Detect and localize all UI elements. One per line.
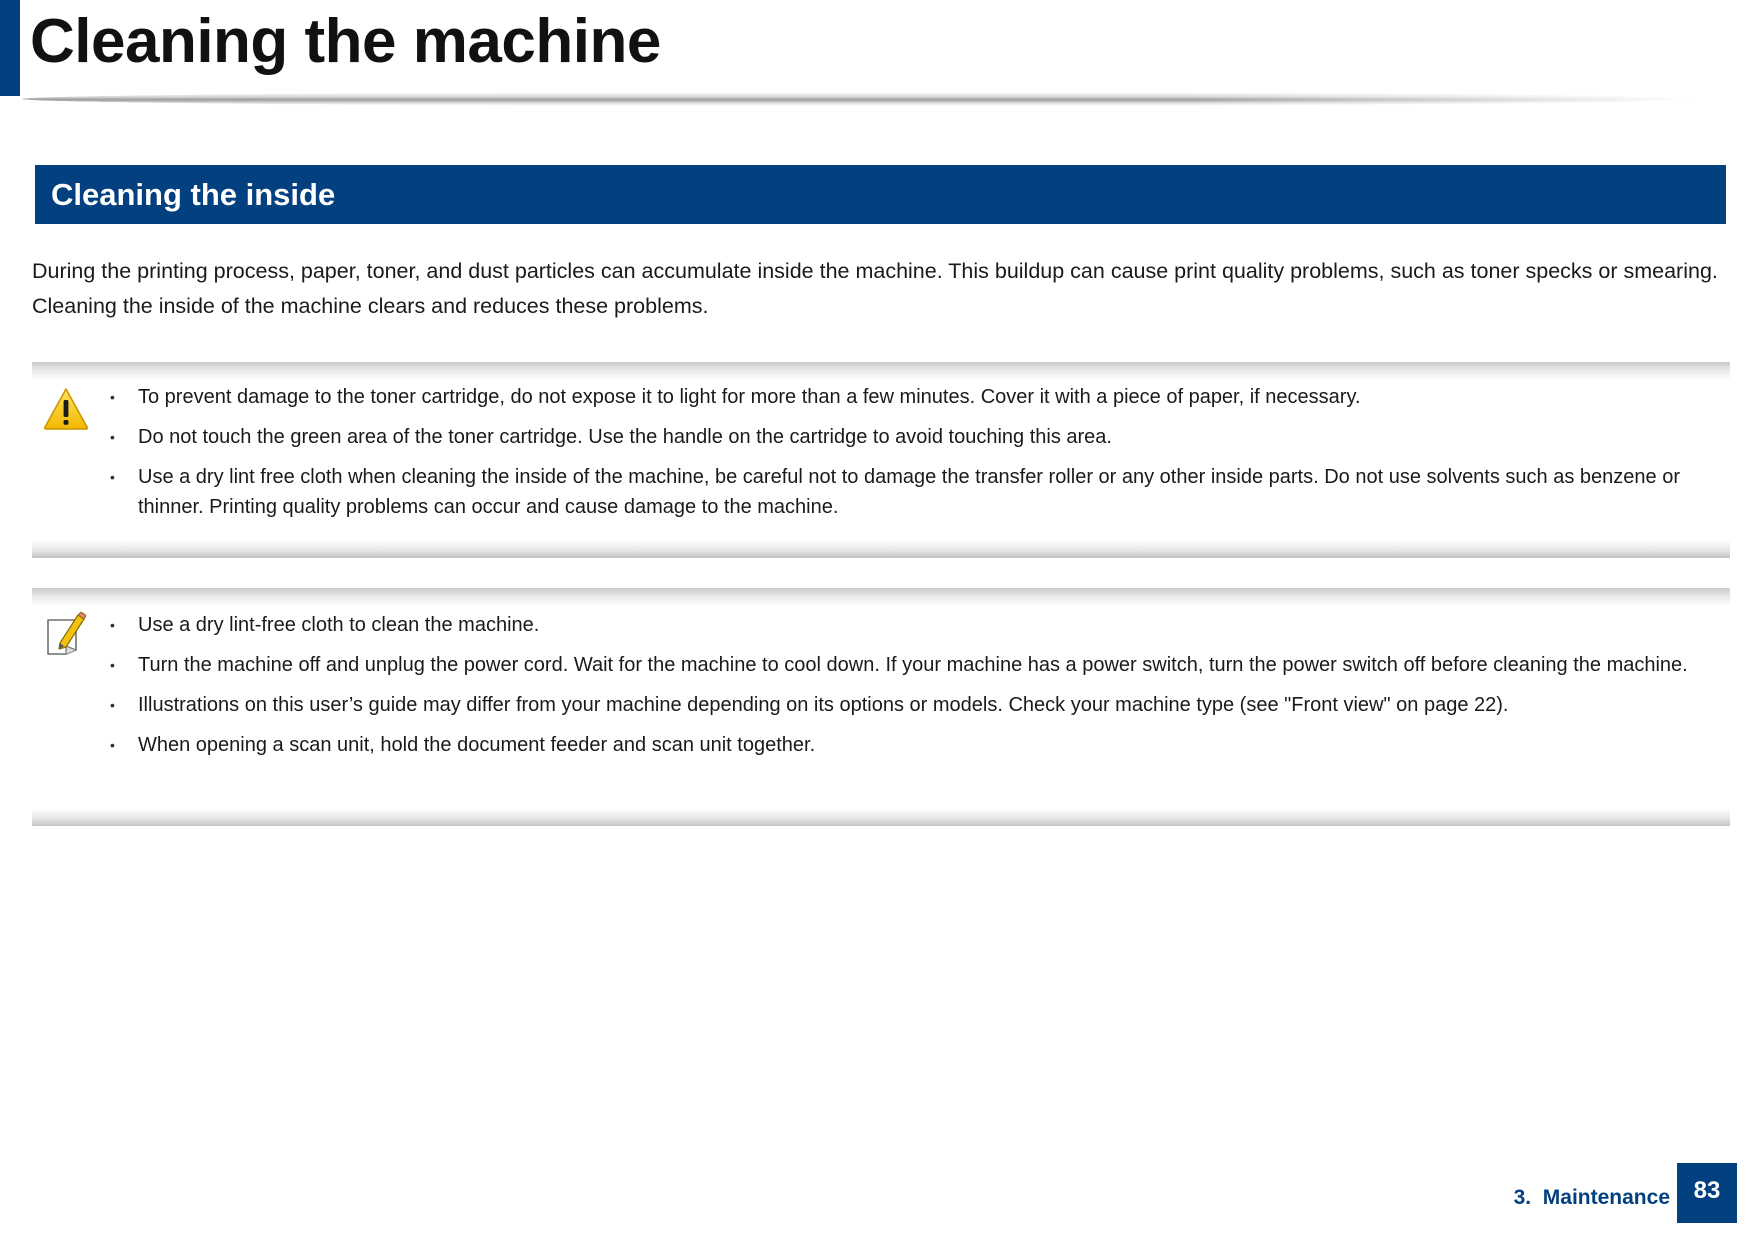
page-number: 83 (1677, 1163, 1737, 1223)
note-item: • Use a dry lint-free cloth to clean the machine. (108, 610, 1726, 640)
warning-list (108, 382, 1726, 532)
note-box-top-bar (32, 588, 1730, 606)
intro-paragraph: During the printing process, paper, toner, and dust particles can accumulate inside the machine. This buildup can cause print quality problems, such as toner specks or smearing. Cleaning the inside of the machine clears and reduces these problems. (32, 259, 1718, 318)
warning-box-top-bar (32, 362, 1730, 380)
note-item: • Turn the machine off and unplug the power cord. Wait for the machine to cool down. If your machine has a power switch, turn the power switch off before cleaning the machine. (108, 650, 1726, 680)
warning-item: • Use a dry lint free cloth when cleaning the inside of the machine, be careful not to damage the transfer roller or any other inside parts. Do not use solvents such as benzene or thinner. Printing quality problems can occur and cause damage to the machine. (108, 462, 1726, 522)
section-title: Cleaning the inside (51, 177, 336, 212)
note-list (108, 610, 1726, 770)
title-underline (22, 92, 1692, 106)
warning-item: • Do not touch the green area of the toner cartridge. Use the handle on the cartridge to avoid touching this area. (108, 422, 1726, 452)
note-box-bottom-bar (32, 808, 1730, 826)
warning-box (32, 362, 1730, 558)
page-title: Cleaning the machine (30, 7, 661, 76)
chapter-label: 3. Maintenance (1513, 1186, 1670, 1209)
note-pencil-icon (42, 610, 90, 658)
warning-item: • To prevent damage to the toner cartridge, do not expose it to light for more than a few minutes. Cover it with a piece of paper, if necessary. (108, 382, 1726, 412)
warning-box-bottom-bar (32, 540, 1730, 558)
caution-triangle-icon (42, 385, 90, 433)
section-header (35, 165, 1726, 224)
note-box (32, 588, 1730, 826)
note-item: • When opening a scan unit, hold the document feeder and scan unit together. (108, 730, 1726, 760)
title-accent-tab (0, 0, 20, 96)
note-item: • Illustrations on this user’s guide may differ from your machine depending on its options or models. Check your machine type (see "Front view" on page 22). (108, 690, 1726, 720)
